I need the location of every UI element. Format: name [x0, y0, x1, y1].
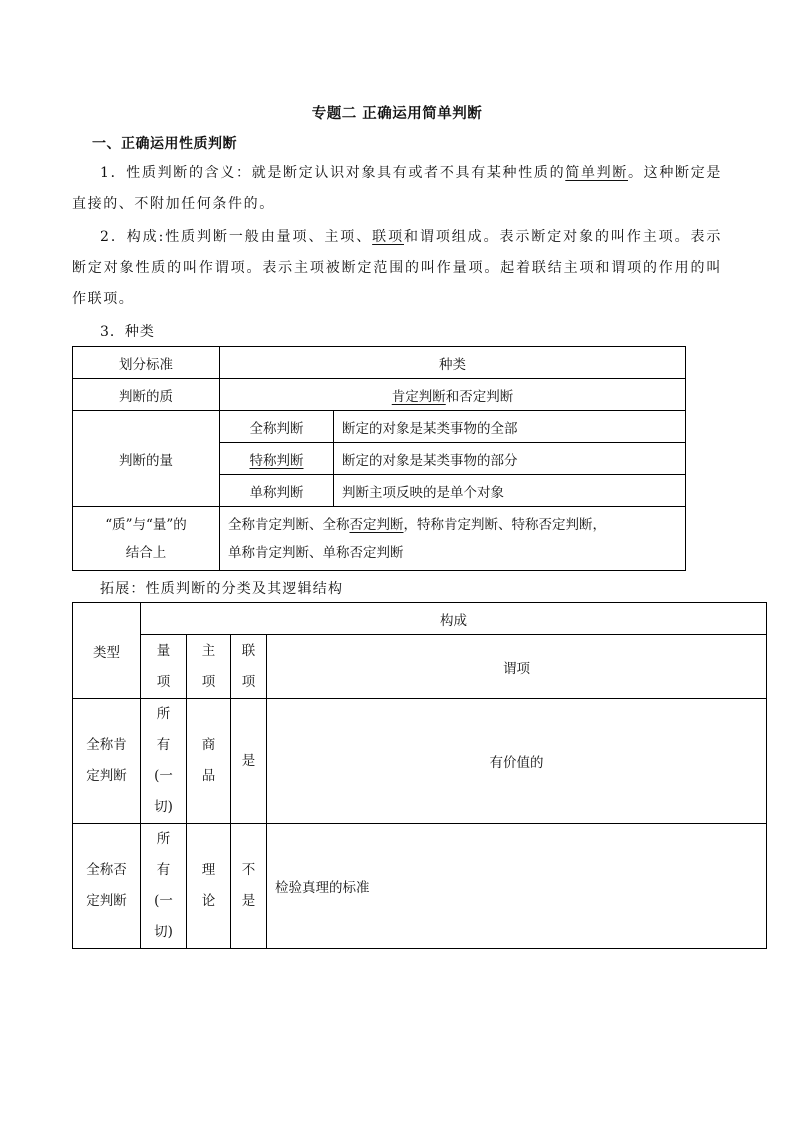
header-subject	[187, 635, 231, 699]
row2-quantifier-line: (一	[154, 893, 173, 909]
row1-quantifier-line: 有	[156, 737, 171, 753]
structure-table	[72, 602, 767, 949]
section-heading: 一、正确运用性质判断	[92, 136, 237, 152]
row1-copula: 是	[231, 699, 267, 824]
quantity-name-underlined: 特称判断	[249, 452, 304, 469]
combo-value-line1	[228, 511, 685, 539]
combo-value-a: 全称肯定判断、全称	[228, 516, 350, 533]
row2-subject-line: 论	[201, 893, 216, 909]
quantity-name: 全称判断	[220, 411, 334, 443]
combo-label	[73, 507, 220, 571]
row2-quantifier-line: 所	[156, 831, 171, 847]
combo-value-line2: 单称肯定判断、单称否定判断	[228, 544, 404, 561]
header-copula-char: 项	[241, 673, 256, 690]
item2-underlined: 联项	[372, 229, 404, 245]
row2-predicate: 检验真理的标准	[267, 824, 767, 949]
row1-type	[73, 699, 141, 824]
combo-value-b: ，特称肯定判断、特称否定判断，	[403, 516, 606, 533]
header-kinds: 种类	[220, 347, 686, 379]
quantity-desc: 判断主项反映的是单个对象	[334, 475, 686, 507]
row1-quantifier-line: (一	[154, 768, 173, 784]
combo-value	[220, 507, 686, 571]
row2-quantifier-line: 切)	[154, 924, 173, 940]
paragraph-definition	[72, 158, 722, 220]
row1-subject	[187, 699, 231, 824]
item1-label: 1．性质判断的含义：	[100, 165, 252, 181]
row1-quantifier-line: 切)	[154, 799, 173, 815]
item2-text-b: 和谓项组成。表示断定对象的叫作主项。表示断定对象性质的叫作谓项。表示主项被断定范围的叫作量项。起着联结主项和谓项的作用的叫作联项。	[72, 229, 723, 307]
row2-copula-line: 是	[241, 893, 256, 909]
combo-label-line1: “质”与“量”的	[105, 516, 187, 533]
header-copula	[231, 635, 267, 699]
combo-label-line2: 结合上	[125, 544, 167, 561]
quality-value-underlined: 肯定判断	[391, 388, 446, 405]
item2-label: 2．构成:	[100, 229, 165, 245]
item3-heading: 3．种类	[100, 324, 155, 340]
row2-copula-line: 不	[241, 862, 256, 878]
item1-text-a: 就是断定认识对象具有或者不具有某种性质的	[251, 165, 566, 181]
item2-text-a: 性质判断一般由量项、主项、	[164, 229, 373, 245]
row2-type	[73, 824, 141, 949]
item1-text-b: 。这种断定是直接的、不附加任何条件的。	[72, 165, 722, 212]
extension-note: 拓展：性质判断的分类及其逻辑结构	[100, 581, 344, 597]
header-subject-char: 主	[201, 642, 216, 659]
paragraph-composition	[72, 222, 722, 315]
header-type: 类型	[73, 603, 141, 699]
quality-value-rest: 和否定判断	[445, 388, 514, 405]
header-subject-char: 项	[201, 673, 216, 690]
row1-subject-line: 商	[201, 737, 216, 753]
types-table	[72, 346, 686, 571]
row2-quantifier-line: 有	[156, 862, 171, 878]
header-criterion: 划分标准	[73, 347, 220, 379]
row1-type-line: 全称肯	[86, 737, 127, 753]
row1-predicate: 有价值的	[267, 699, 767, 824]
quantity-label: 判断的量	[73, 411, 220, 507]
header-quantifier-char: 项	[156, 673, 171, 690]
header-quantifier-char: 量	[156, 642, 171, 659]
quantity-desc: 断定的对象是某类事物的部分	[334, 443, 686, 475]
row1-type-line: 定判断	[86, 768, 127, 784]
row1-quantifier	[141, 699, 187, 824]
quality-label: 判断的质	[73, 379, 220, 411]
row2-subject-line: 理	[201, 862, 216, 878]
header-structure: 构成	[141, 603, 767, 635]
combo-value-underlined: 否定判断	[349, 516, 404, 533]
row2-subject	[187, 824, 231, 949]
row1-quantifier-line: 所	[156, 706, 171, 722]
quality-value	[220, 379, 686, 411]
quantity-name: 单称判断	[220, 475, 334, 507]
row2-copula	[231, 824, 267, 949]
page-title: 专题二 正确运用简单判断	[311, 105, 483, 122]
row2-quantifier	[141, 824, 187, 949]
header-predicate: 谓项	[267, 635, 767, 699]
header-copula-char: 联	[241, 642, 256, 659]
header-quantifier	[141, 635, 187, 699]
row1-subject-line: 品	[201, 768, 216, 784]
row2-type-line: 定判断	[86, 893, 127, 909]
row2-type-line: 全称否	[86, 862, 127, 878]
quantity-desc: 断定的对象是某类事物的全部	[334, 411, 686, 443]
item1-underlined: 简单判断	[565, 165, 628, 181]
quantity-name	[220, 443, 334, 475]
